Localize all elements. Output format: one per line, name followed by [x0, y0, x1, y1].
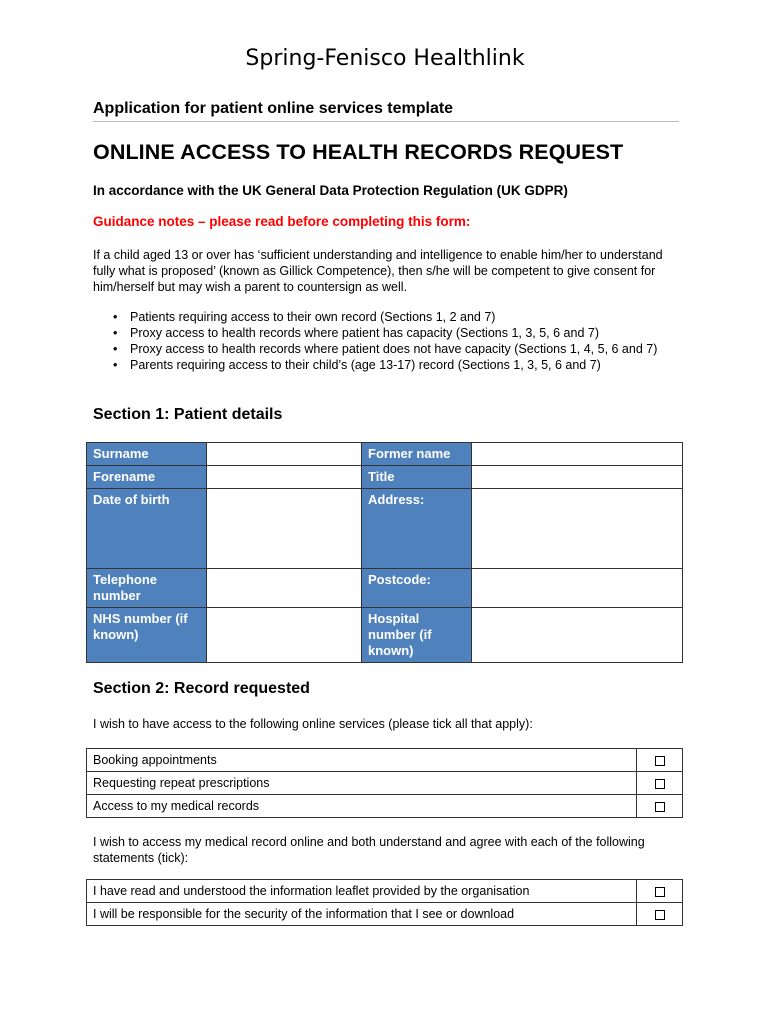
checkbox-icon[interactable] [655, 779, 665, 789]
postcode-field[interactable] [472, 569, 683, 608]
subtitle-row [93, 100, 679, 122]
section1-heading: Section 1: Patient details [93, 406, 283, 423]
forename-label: Forename [87, 466, 207, 489]
nhs-number-label: NHS number (if known) [87, 608, 207, 663]
service-checkbox-cell [637, 795, 683, 818]
statements-table [86, 879, 683, 926]
services-intro: I wish to have access to the following online services (please tick all that apply): [93, 717, 533, 731]
guidance-heading: Guidance notes – please read before completing this form: [93, 214, 471, 229]
service-label: Access to my medical records [87, 795, 637, 818]
dob-label: Date of birth [87, 489, 207, 569]
telephone-label: Telephone number [87, 569, 207, 608]
dob-field[interactable] [207, 489, 362, 569]
page-title: ONLINE ACCESS TO HEALTH RECORDS REQUEST [93, 140, 624, 164]
former-name-field[interactable] [472, 443, 683, 466]
statements-intro: I wish to access my medical record online and both understand and agree with each of the following statements (tick): [93, 835, 645, 865]
surname-field[interactable] [207, 443, 362, 466]
statement-label: I will be responsible for the security of the information that I see or download [87, 903, 637, 926]
telephone-field[interactable] [207, 569, 362, 608]
service-label: Booking appointments [87, 749, 637, 772]
gdpr-statement: In accordance with the UK General Data Protection Regulation (UK GDPR) [93, 183, 568, 198]
guidance-paragraph: If a child aged 13 or over has ‘sufficient understanding and intelligence to enable him/her to understand fully what is proposed’ (known as Gillick Competence), then s/he will be competent to give consent for him/herself but may wish a parent to countersign as well. [93, 248, 663, 294]
bullet-item: • Patients requiring access to their own record (Sections 1, 2 and 7) [93, 309, 683, 325]
bullet-item: • Parents requiring access to their child’s (age 13-17) record (Sections 1, 3, 5, 6 and 7) [93, 357, 683, 373]
services-table [86, 748, 683, 818]
statement-checkbox-cell [637, 903, 683, 926]
address-field[interactable] [472, 489, 683, 569]
checkbox-icon[interactable] [655, 756, 665, 766]
address-label: Address: [362, 489, 472, 569]
service-checkbox-cell [637, 749, 683, 772]
nhs-number-field[interactable] [207, 608, 362, 663]
hospital-number-label: Hospital number (if known) [362, 608, 472, 663]
service-checkbox-cell [637, 772, 683, 795]
postcode-label: Postcode: [362, 569, 472, 608]
hospital-number-field[interactable] [472, 608, 683, 663]
title-label: Title [362, 466, 472, 489]
title-field[interactable] [472, 466, 683, 489]
statement-checkbox-cell [637, 880, 683, 903]
surname-label: Surname [87, 443, 207, 466]
section2-heading: Section 2: Record requested [93, 680, 310, 697]
service-label: Requesting repeat prescriptions [87, 772, 637, 795]
checkbox-icon[interactable] [655, 887, 665, 897]
checkbox-icon[interactable] [655, 802, 665, 812]
bullet-item: • Proxy access to health records where patient has capacity (Sections 1, 3, 5, 6 and 7) [93, 325, 683, 341]
patient-details-table [86, 442, 683, 663]
bullet-item: • Proxy access to health records where patient does not have capacity (Sections 1, 4, 5, 6 and 7) [93, 341, 683, 357]
forename-field[interactable] [207, 466, 362, 489]
guidance-bullet-list [93, 309, 683, 373]
checkbox-icon[interactable] [655, 910, 665, 920]
form-subtitle: Application for patient online services template [93, 100, 454, 117]
former-name-label: Former name [362, 443, 472, 466]
statement-label: I have read and understood the information leaflet provided by the organisation [87, 880, 637, 903]
organisation-title: Spring-Fenisco Healthlink [245, 46, 525, 71]
